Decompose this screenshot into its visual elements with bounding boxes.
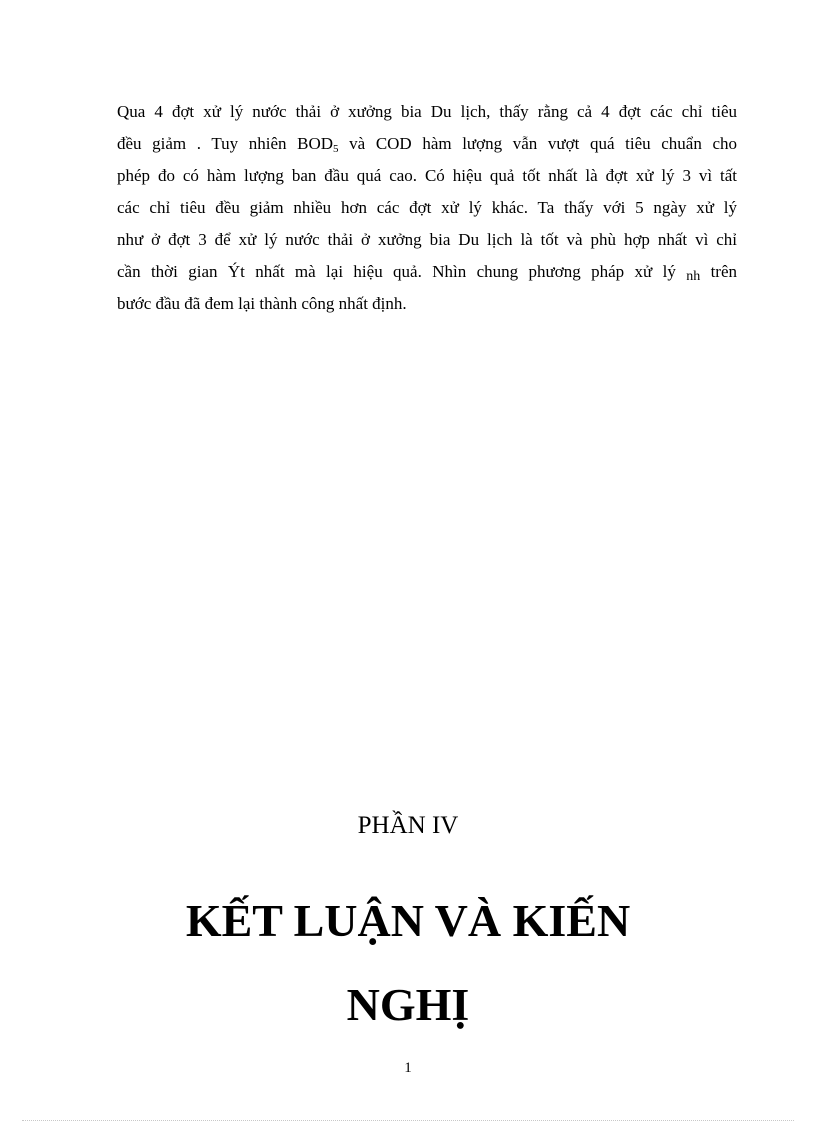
- footer-divider: [22, 1120, 794, 1121]
- paragraph-text: đều giảm . Tuy nhiên BOD: [117, 134, 334, 153]
- paragraph-text: và COD hàm lượng vẫn vượt quá tiêu chuẩn cho: [338, 134, 737, 153]
- paragraph-line: [117, 256, 737, 288]
- paragraph-line: phép đo có hàm lượng ban đầu quá cao. Có hiệu quả tốt nhất là đợt xử lý 3 vì tất: [117, 166, 737, 185]
- section-label: PHẦN IV: [357, 812, 459, 839]
- chapter-title-continued: NGHỊ: [346, 979, 470, 1030]
- paragraph-line: Qua 4 đợt xử lý nước thải ở xưởng bia Du lịch, thấy rằng cả 4 đợt các chỉ tiêu: [117, 102, 737, 121]
- page-number: 1: [404, 1060, 412, 1076]
- paragraph-line: như ở đợt 3 để xử lý nước thải ở xưởng bia Du lịch là tốt và phù hợp nhất vì chỉ: [117, 230, 737, 249]
- paragraph-text: cần thời gian Ýt nhất mà lại hiệu quả. Nhìn chung phương pháp xử lý: [117, 262, 676, 281]
- chapter-title: KẾT LUẬN VÀ KIẾN: [185, 895, 631, 946]
- paragraph-line: các chỉ tiêu đều giảm nhiều hơn các đợt xử lý khác. Ta thấy với 5 ngày xử lý: [117, 198, 737, 217]
- paragraph-text: trên: [710, 262, 738, 281]
- body-paragraph: [117, 96, 737, 320]
- subscript: 5: [333, 143, 339, 155]
- paragraph-line: [117, 128, 737, 160]
- inline-fragment: nh: [686, 269, 701, 284]
- paragraph-line: bước đầu đã đem lại thành công nhất định.: [117, 294, 407, 313]
